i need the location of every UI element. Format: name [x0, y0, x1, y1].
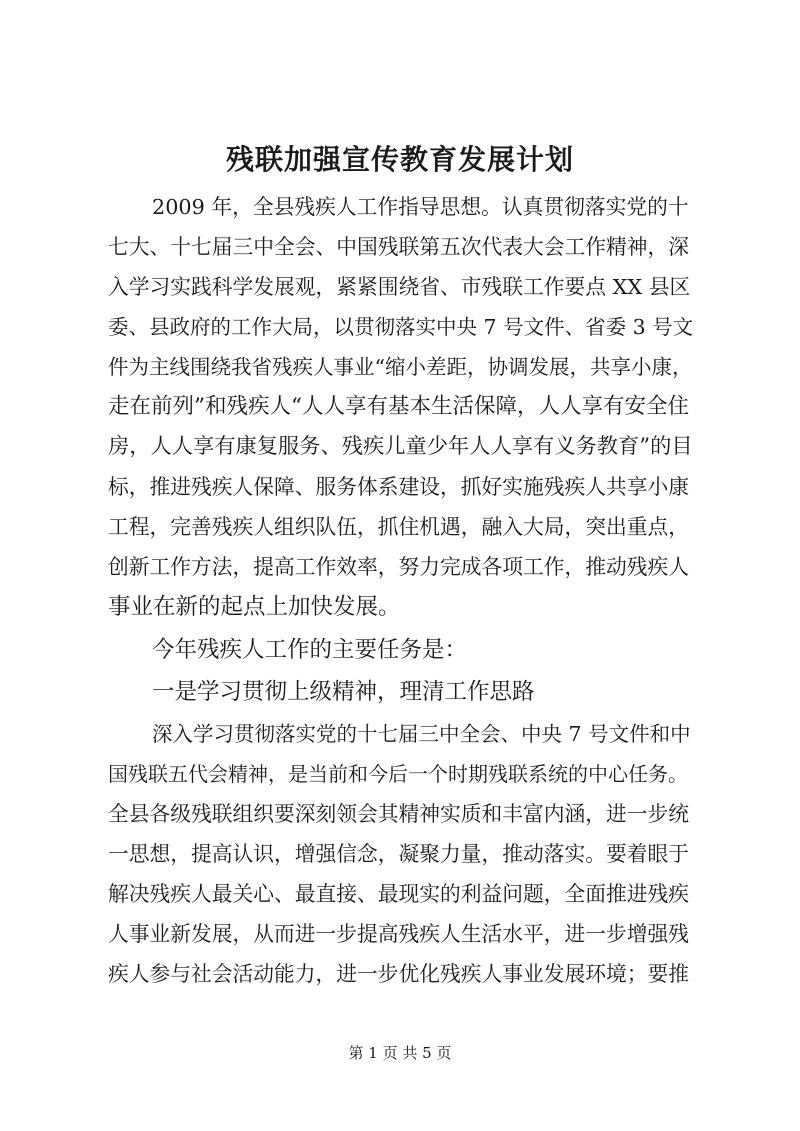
paragraph-line: 标，推进残疾人保障、服务体系建设，抓好实施残疾人共享小康 [108, 475, 690, 499]
paragraph-line: 一思想，提高认识，增强信念，凝聚力量，推动落实。要着眼于 [108, 842, 690, 866]
document-title: 残联加强宣传教育发展计划 [225, 143, 574, 176]
paragraph-line: 入学习实践科学发展观，紧紧围绕省、市残联工作要点 XX 县区 [108, 275, 691, 299]
paragraph-line: 今年残疾人工作的主要任务是： [152, 637, 468, 663]
paragraph-line: 创新工作方法，提高工作效率，努力完成各项工作，推动残疾人 [108, 555, 690, 579]
paragraph-line: 件为主线围绕我省残疾人事业“缩小差距，协调发展，共享小康， [108, 355, 693, 379]
page-number-footer: 第 1 页 共 5 页 [348, 1044, 452, 1062]
paragraph-line: 疾人参与社会活动能力，进一步优化残疾人事业发展环境；要推 [108, 962, 690, 986]
paragraph-line: 全县各级残联组织要深刻领会其精神实质和丰富内涵，进一步统 [108, 802, 690, 826]
paragraph-line: 解决残疾人最关心、最直接、最现实的利益问题，全面推进残疾 [108, 882, 690, 906]
paragraph-line: 事业在新的起点上加快发展。 [108, 594, 401, 620]
paragraph-line: 七大、十七届三中全会、中国残联第五次代表大会工作精神，深 [108, 235, 690, 259]
paragraph-line: 委、县政府的工作大局，以贯彻落实中央 7 号文件、省委 3 号文 [108, 315, 694, 339]
paragraph-line: 房，人人享有康复服务、残疾儿童少年人人享有义务教育”的目 [108, 434, 693, 459]
paragraph-line: 国残联五代会精神，是当前和今后一个时期残联系统的中心任务。 [108, 762, 688, 786]
paragraph-line: 深入学习贯彻落实党的十七届三中全会、中央 7 号文件和中 [152, 722, 691, 746]
paragraph-line: 走在前列”和残疾人“人人享有基本生活保障，人人享有安全住 [108, 394, 689, 419]
paragraph-line: 工程，完善残疾人组织队伍，抓住机遇，融入大局，突出重点， [108, 515, 690, 539]
section-heading: 一是学习贯彻上级精神，理清工作思路 [152, 679, 535, 705]
paragraph-line: 人事业新发展，从而进一步提高残疾人生活水平，进一步增强残 [108, 922, 690, 946]
paragraph-line: 2009 年，全县残疾人工作指导思想。认真贯彻落实党的十 [152, 195, 689, 219]
